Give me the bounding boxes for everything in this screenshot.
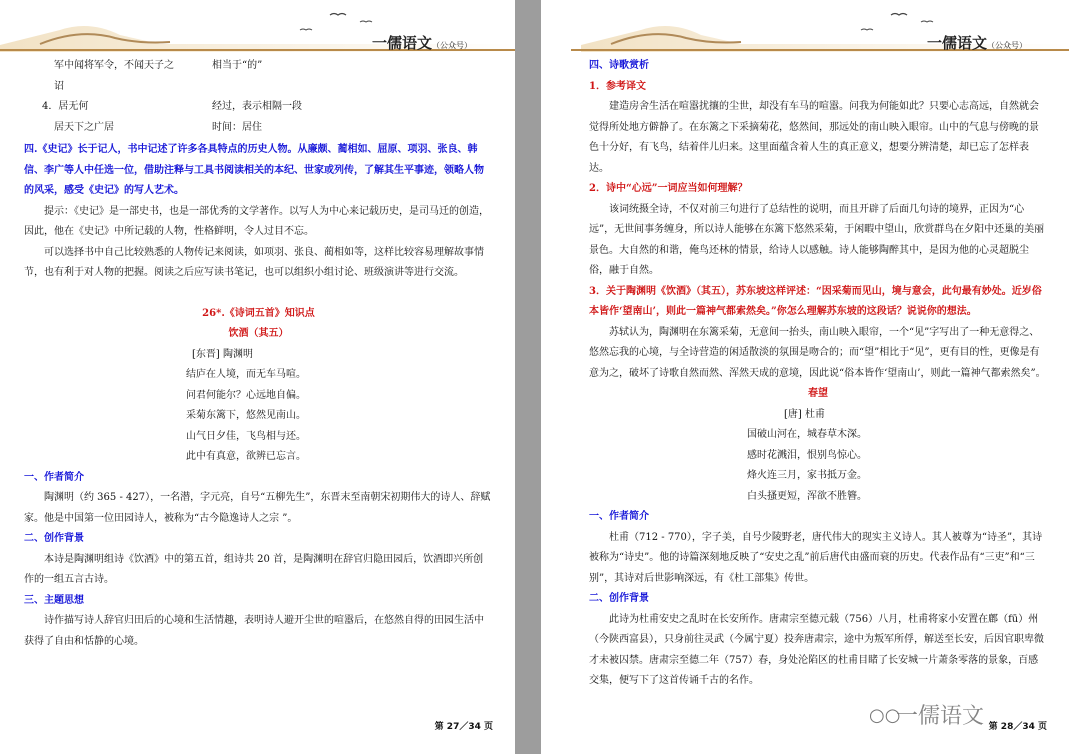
vocab-term: 4．居无何 bbox=[42, 101, 89, 112]
vocab-term: 军中闻将军令，不闻天子之诏 bbox=[54, 60, 174, 92]
wechat-icon: ○○ bbox=[869, 705, 901, 726]
poem-line: 此中有真意，欲辨已忘言。 bbox=[186, 451, 306, 462]
brand-name: 一儒语文 bbox=[927, 34, 988, 52]
question-2: 2．诗中“心远”一词应当如何理解？ bbox=[589, 183, 748, 194]
page-number: 第 27／34 页 bbox=[434, 722, 493, 732]
page-right bbox=[541, 0, 1069, 754]
background-paragraph: 本诗是陶渊明组诗《饮酒》中的第五首，组诗共 20 首，是陶渊明在辞官归隐田园后，饮酒即兴所创作的一组五言古诗。 bbox=[24, 553, 484, 585]
vocab-meaning: 时间：居住 bbox=[212, 121, 262, 133]
brand-sub: （公众号） bbox=[432, 41, 473, 50]
heading-author: 一、作者简介 bbox=[589, 511, 649, 522]
poem-line: 结庐在人境，而无车马喧。 bbox=[186, 369, 306, 380]
tip-paragraph: 提示：《史记》是一部史书，也是一部优秀的文学著作。以写人为中心来记载历史，是司马迁的创造，因此，他在《史记》中所记载的人物，性格鲜明，令人过目不忘。 bbox=[24, 205, 489, 237]
brand-title bbox=[927, 32, 1027, 53]
vocab-term: 居天下之广居 bbox=[54, 121, 114, 133]
vocab-row bbox=[24, 118, 493, 139]
background-paragraph: 此诗为杜甫安史之乱时在长安所作。唐肃宗至德元载（756）八月，杜甫将家小安置在鄜（fū）州（今陕西富县），只身前往灵武（今属宁夏）投奔唐肃宗，途中为叛军所俘，解送至长安，后因官职卑微才未被囚禁。唐肃宗至德二年（757）春，身处沦陷区的杜甫目睹了长安城一片萧条零落的景象，百感交集，便写下了这首传诵千古的名作。 bbox=[589, 613, 1044, 686]
author-paragraph: 杜甫（712 - 770），字子美，自号少陵野老，唐代伟大的现实主义诗人。其人被尊为“诗圣”，其诗被称为“诗史”。他的诗篇深刻地反映了“安史之乱”前后唐代由盛而衰的历史。代表作品有“三吏”和“三别”，其诗对后世影响深远，有《杜工部集》传世。 bbox=[589, 531, 1043, 584]
poem-line: 国破山河在，城春草木深。 bbox=[747, 429, 867, 440]
translation-paragraph: 建造房舍生活在喧嚣扰攘的尘世，却没有车马的喧嚣。问我为何能如此？只要心志高远，自然就会觉得所处地方僻静了。在东篱之下采摘菊花，悠然间，那远处的南山映入眼帘。山中的气息与傍晚的景色十分好，有飞鸟，结着伴儿归来。这里面蕴含着人生的真正意义，想要分辨清楚，却已忘了怎样表达。 bbox=[589, 101, 1039, 174]
poem-author: [唐] 杜甫 bbox=[784, 408, 825, 420]
heading-background: 二、创作背景 bbox=[24, 533, 84, 544]
author-paragraph: 陶渊明（约 365 - 427），一名潜，字元亮，自号“五柳先生”，东晋末至南朝宋初期伟大的诗人、辞赋家。他是中国第一位田园诗人，被称为“古今隐逸诗人之宗 ”。 bbox=[24, 492, 491, 524]
left-content bbox=[24, 56, 493, 652]
poem-line: 山气日夕佳，飞鸟相与还。 bbox=[186, 430, 306, 442]
poem-line: 烽火连三月，家书抵万金。 bbox=[747, 470, 867, 481]
page-header bbox=[0, 0, 515, 58]
poem-line: 感时花溅泪，恨别鸟惊心。 bbox=[747, 449, 867, 461]
poem-line: 采菊东篱下，悠然见南山。 bbox=[186, 410, 306, 421]
answer-3: 苏轼认为，陶渊明在东篱采菊，无意间一抬头，南山映入眼帘，一个“见”字写出了一种无意得之、悠然忘我的心境，与全诗营造的闲适散淡的氛围是吻合的；而“望”相比于“见”，更有目的性，更像是有意为之，破坏了诗歌自然而然、浑然天成的意境，因此说“俗本皆作‘望南山’，则此一篇神气都索然矣”。 bbox=[589, 326, 1046, 379]
brand-title bbox=[372, 32, 472, 53]
poem-line: 问君何能尔？心远地自偏。 bbox=[186, 389, 306, 401]
right-content bbox=[589, 56, 1047, 692]
page-header bbox=[541, 0, 1069, 58]
page-number: 第 28／34 页 bbox=[988, 722, 1047, 732]
heading-appreciation: 四、诗歌赏析 bbox=[589, 60, 649, 71]
page-left bbox=[0, 0, 515, 754]
question-3: 3．关于陶渊明《饮酒》（其五），苏东坡这样评述：“因采菊而见山，境与意会，此句最有妙处。近岁俗本皆作‘望南山’，则此一篇神气都索然矣。”你怎么理解苏东坡的这段话？说说你的想法。 bbox=[589, 285, 1042, 317]
brand-name: 一儒语文 bbox=[372, 34, 433, 52]
section-title: 26*.《诗词五首》知识点 bbox=[202, 307, 315, 319]
subheading-translation: 1．参考译文 bbox=[589, 80, 646, 92]
poem-line: 白头搔更短，浑欲不胜簪。 bbox=[747, 490, 867, 502]
theme-paragraph: 诗作描写诗人辞官归田后的心境和生活情趣，表明诗人避开尘世的喧嚣后，在悠然自得的田园生活中获得了自由和恬静的心境。 bbox=[24, 615, 484, 647]
tip-paragraph: 可以选择书中自己比较熟悉的人物传记来阅读，如项羽、张良、蔺相如等，这样比较容易理解故事情节，也有利于对人物的把握。阅读之后应写读书笔记，也可以组织小组讨论、班级演讲等进行交流。 bbox=[24, 246, 484, 278]
watermark: 一儒语文 bbox=[896, 704, 985, 729]
poem-body bbox=[589, 425, 1047, 507]
heading-background: 二、创作背景 bbox=[589, 593, 649, 604]
poem-author: [东晋] 陶渊明 bbox=[192, 348, 253, 360]
brand-sub: （公众号） bbox=[987, 41, 1028, 50]
poem-title: 饮酒（其五） bbox=[228, 328, 289, 339]
poem-title: 春望 bbox=[808, 388, 828, 399]
poem-body bbox=[24, 365, 493, 468]
vocab-meaning: 相当于“的” bbox=[212, 60, 263, 71]
vocab-row bbox=[24, 97, 493, 118]
question-4: 四.《史记》长于记人，书中记述了许多各具特点的历史人物。从廉颇、蔺相如、屈原、项羽、张良、韩信、李广等人中任选一位，借助注释与工具书阅读相关的本纪、世家或列传，了解其生平事迹，领略人物的风采，感受《史记》的写人艺术。 bbox=[24, 144, 484, 196]
vocab-row bbox=[24, 56, 493, 97]
heading-theme: 三、主题思想 bbox=[24, 594, 84, 606]
page-gap bbox=[515, 0, 541, 754]
heading-author: 一、作者简介 bbox=[24, 471, 84, 483]
vocab-meaning: 经过，表示相隔一段 bbox=[212, 101, 302, 112]
answer-2: 该词统摄全诗，不仅对前三句进行了总结性的说明，而且开辟了后面几句诗的境界，正因为“心远”，无世间事务缠身，所以诗人能够在东篱下悠然采菊，于闲暇中望山，欣赏群鸟在夕阳中还巢的美丽景色。大自然的和谐，俺鸟还林的情景，给诗人以感触。诗人能够陶醉其中，是因为他的心灵超脱尘俗，融于自然。 bbox=[589, 203, 1045, 276]
